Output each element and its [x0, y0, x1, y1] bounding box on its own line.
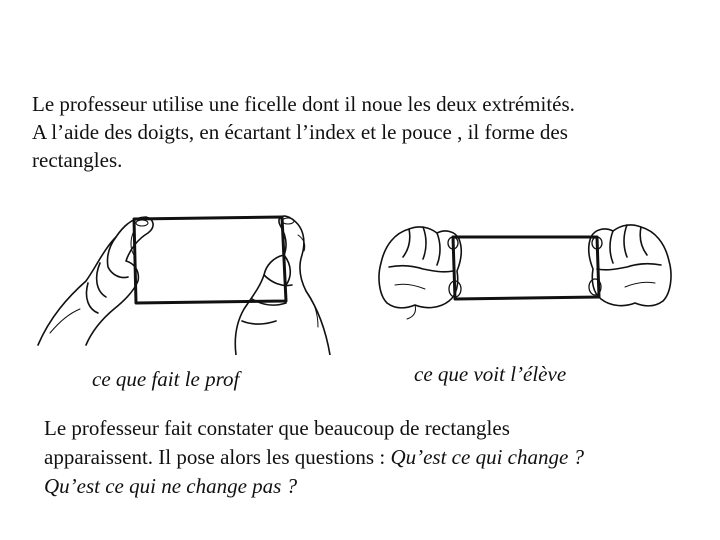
outro-line-1: Le professeur fait constater que beaucoup de rectangles [44, 416, 510, 440]
caption-teacher-view: ce que fait le prof [92, 367, 240, 391]
intro-line-1: Le professeur utilise une ficelle dont il noue les deux extrémités. [32, 92, 575, 116]
outro-paragraph [44, 414, 694, 501]
intro-paragraph [32, 90, 682, 174]
string-rectangle [134, 217, 286, 303]
outro-line-2-text: apparaissent. Il pose alors les questions : [44, 445, 391, 469]
teacher-hands-illustration [30, 205, 340, 355]
student-view-illustration [375, 205, 675, 320]
question-what-stays: Qu’est ce qui ne change pas ? [44, 474, 298, 498]
string-rectangle [453, 237, 599, 299]
outro-line-2 [44, 443, 694, 472]
caption-student-view: ce que voit l’élève [414, 362, 567, 386]
intro-line-3: rectangles. [32, 148, 123, 172]
intro-line-2: A l’aide des doigts, en écartant l’index et le pouce , il forme des [32, 120, 568, 144]
question-what-changes: Qu’est ce qui change ? [390, 445, 585, 469]
